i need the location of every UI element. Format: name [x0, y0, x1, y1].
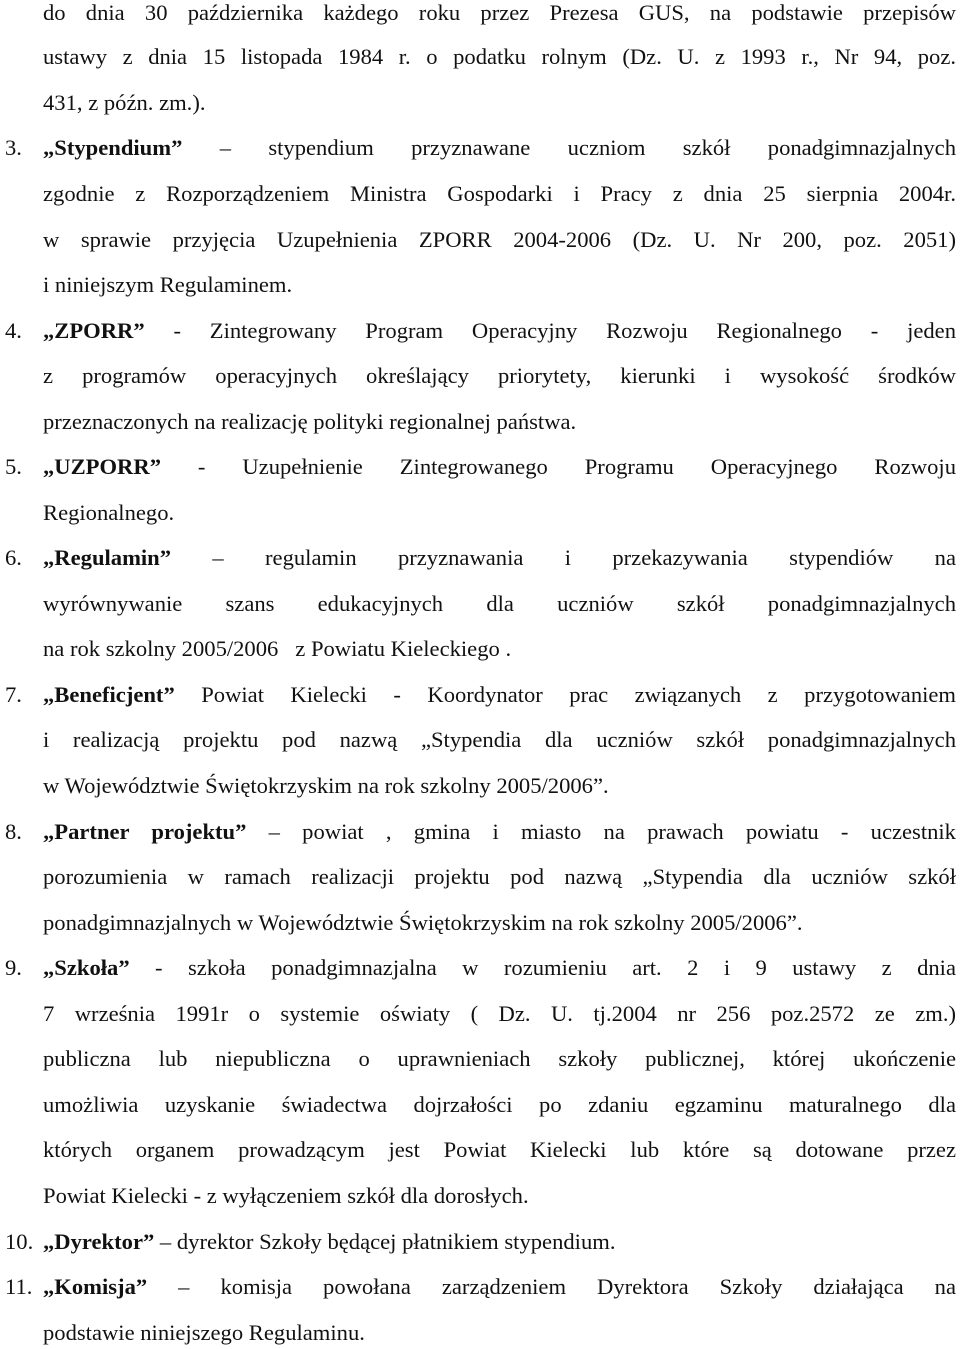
definition-item-5 [5, 452, 956, 482]
item-term: „ Partner projektu ” [43, 819, 246, 844]
item-number: 11. [5, 1274, 33, 1299]
item-line: Regionalnego. [43, 500, 175, 525]
item-number: 3. [5, 135, 22, 160]
item-line: wyrównywanie szans edukacyjnych dla uczniów szkół ponadgimnazjalnych [43, 591, 956, 616]
item-number: 9. [5, 955, 22, 980]
item-term: „ Regulamin ” [43, 545, 171, 570]
item-line: ponadgimnazjalnych w Województwie Świętokrzyskim na rok szkolny 2005/2006”. [43, 910, 803, 935]
item-term: „ Dyrektor ” [43, 1229, 154, 1254]
item-term: „ ZPORR ” [43, 318, 145, 343]
item-lead: Powiat Kielecki - Koordynator prac związanych z przygotowaniem [174, 682, 956, 707]
item-number: 8. [5, 819, 22, 844]
definition-item-9 [5, 953, 956, 983]
item-line: Powiat Kielecki - z wyłączeniem szkół dla dorosłych. [43, 1183, 529, 1208]
intro-line: 431, z późn. zm.). [43, 90, 206, 115]
item-line: i niniejszym Regulaminem. [43, 272, 293, 297]
item-term: „ Stypendium ” [43, 135, 182, 160]
item-line: porozumienia w ramach realizacji projektu pod nazwą „Stypendia dla uczniów szkół [43, 864, 956, 889]
item-line: w Województwie Świętokrzyskim na rok szkolny 2005/2006”. [43, 773, 609, 798]
item-lead: – regulamin przyznawania i przekazywania stypendiów na [171, 545, 956, 570]
item-number: 4. [5, 318, 22, 343]
item-lead: - Uzupełnienie Zintegrowanego Programu Operacyjnego Rozwoju [161, 454, 956, 479]
item-number: 10. [5, 1229, 34, 1254]
item-line: umożliwia uzyskanie świadectwa dojrzałości po zdaniu egzaminu maturalnego dla [43, 1092, 956, 1117]
item-lead: – dyrektor Szkoły będącej płatnikiem stypendium. [154, 1229, 616, 1254]
definition-item-10 [5, 1227, 956, 1257]
item-number: 5. [5, 454, 22, 479]
item-term: „ Szkoła ” [43, 955, 130, 980]
item-line: publiczna lub niepubliczna o uprawnieniach szkoły publicznej, której ukończenie [43, 1046, 956, 1071]
item-line: przeznaczonych na realizację polityki regionalnej państwa. [43, 409, 577, 434]
item-lead: – komisja powołana zarządzeniem Dyrektora Szkoły działająca na [147, 1274, 956, 1299]
item-line: z programów operacyjnych określający priorytety, kierunki i wysokość środków [43, 363, 956, 388]
item-term: „ Beneficjent ” [43, 682, 175, 707]
definition-item-8 [5, 817, 956, 847]
definition-item-6 [5, 543, 956, 573]
definition-item-11 [5, 1272, 956, 1302]
definition-item-4 [5, 316, 956, 346]
item-lead: – stypendium przyznawane uczniom szkół ponadgimnazjalnych [182, 135, 956, 160]
item-line: zgodnie z Rozporządzeniem Ministra Gospodarki i Pracy z dnia 25 sierpnia 2004r. [43, 181, 956, 206]
definition-item-3 [5, 133, 956, 163]
item-line: których organem prowadzącym jest Powiat Kielecki lub które są dotowane przez [43, 1137, 956, 1162]
item-number: 6. [5, 545, 22, 570]
item-line: na rok szkolny 2005/2006 z Powiatu Kieleckiego . [43, 636, 512, 661]
intro-line: ustawy z dnia 15 listopada 1984 r. o podatku rolnym (Dz. U. z 1993 r., Nr 94, poz. [43, 44, 956, 69]
intro-line: do dnia 30 października każdego roku przez Prezesa GUS, na podstawie przepisów [43, 0, 956, 25]
item-lead: – powiat , gmina i miasto na prawach powiatu - uczestnik [246, 819, 956, 844]
item-term: „ UZPORR ” [43, 454, 161, 479]
item-lead: - Zintegrowany Program Operacyjny Rozwoju Regionalnego - jeden [144, 318, 956, 343]
item-number: 7. [5, 682, 22, 707]
item-line: podstawie niniejszego Regulaminu. [43, 1320, 365, 1345]
item-line: i realizacją projektu pod nazwą „Stypendia dla uczniów szkół ponadgimnazjalnych [43, 727, 956, 752]
item-term: „ Komisja ” [43, 1274, 147, 1299]
item-lead: - szkoła ponadgimnazjalna w rozumieniu art. 2 i 9 ustawy z dnia [129, 955, 956, 980]
item-line: 7 września 1991r o systemie oświaty ( Dz. U. tj.2004 nr 256 poz.2572 ze zm.) [43, 1001, 956, 1026]
item-line: w sprawie przyjęcia Uzupełnienia ZPORR 2004-2006 (Dz. U. Nr 200, poz. 2051) [43, 227, 956, 252]
definition-item-7 [5, 680, 956, 710]
